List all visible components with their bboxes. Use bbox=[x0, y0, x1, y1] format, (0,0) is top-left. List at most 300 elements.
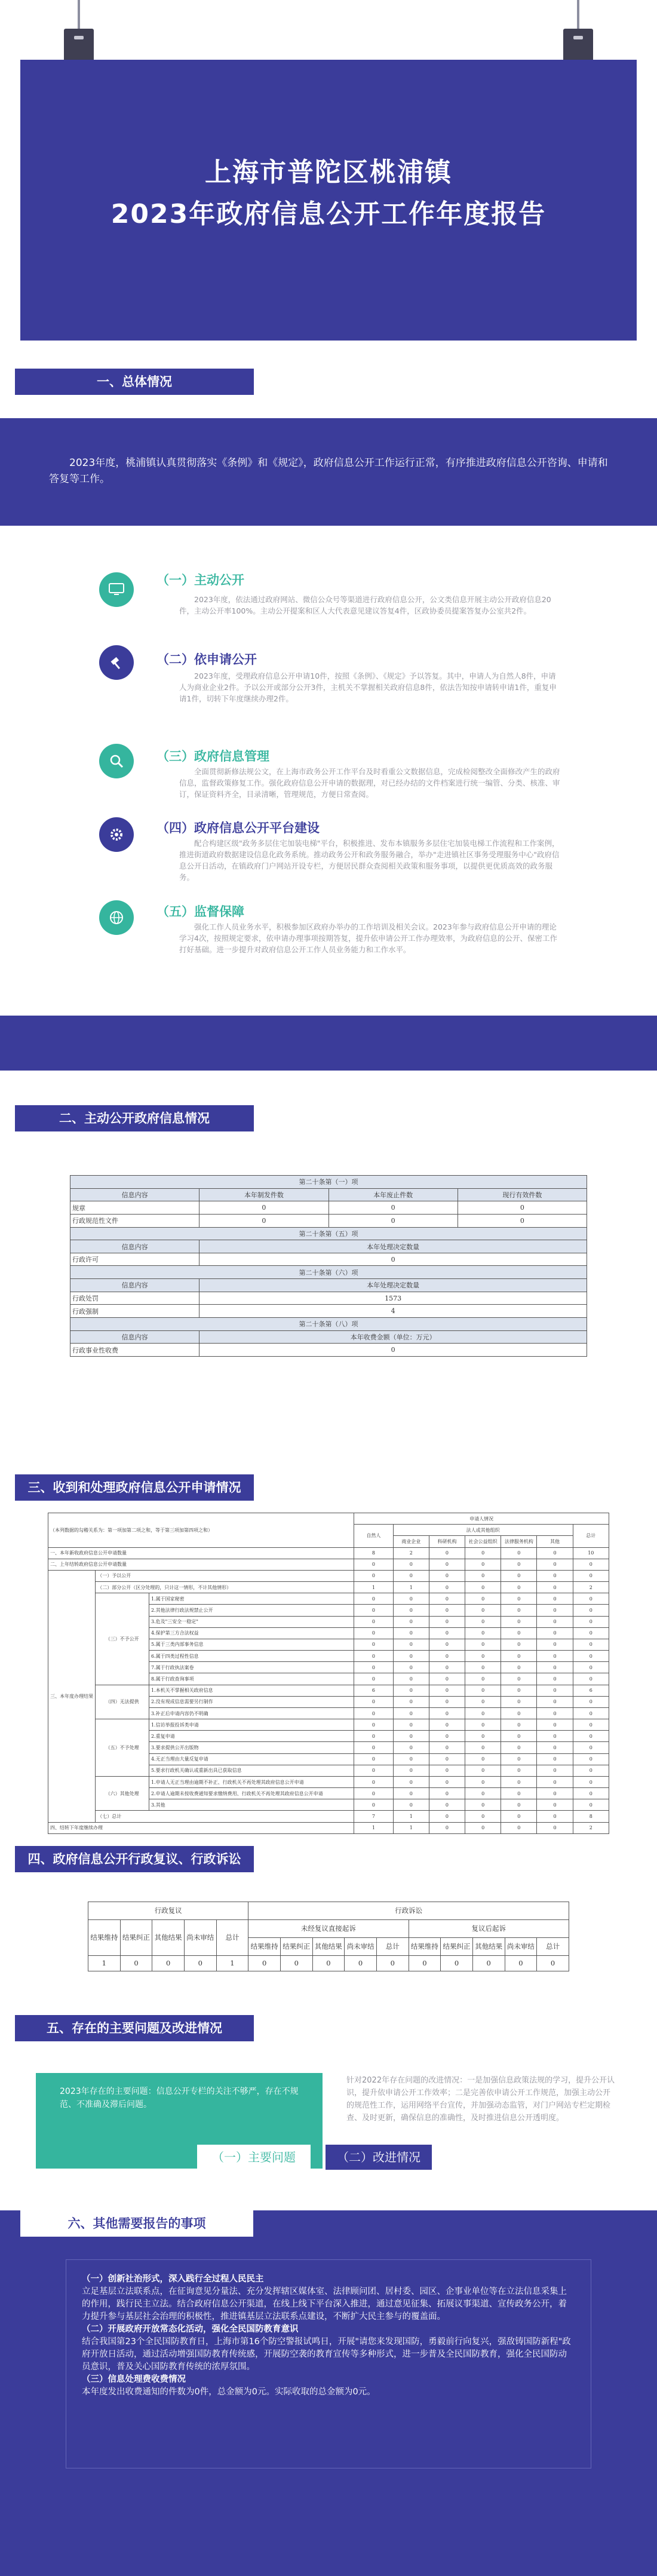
other-para: （三）信息处理费收费情况 bbox=[82, 2375, 186, 2384]
monitor-icon bbox=[99, 572, 134, 607]
table-row bbox=[48, 1593, 609, 1605]
cell: 规章 bbox=[70, 1201, 199, 1215]
t2-applicant-group: 申请人情况 bbox=[354, 1513, 609, 1525]
t3-col: 总计 bbox=[376, 1937, 409, 1955]
improve-text: 针对2022年存在问题的改进情况：一是加强信息政策法规的学习，提升公开认识，提升依申请公开工作效率；二是完善依申请公开工作规范，加强主动公开的规范性工作，运用网络平台宣传，并加强动态监管，对门户网站专栏定期检查、及时更新，确保信息的准确性，及时推进信息公开透明度。 bbox=[346, 2076, 615, 2123]
cell: 1 bbox=[393, 1811, 429, 1822]
cell: 0 bbox=[501, 1719, 537, 1731]
cell: 8 bbox=[573, 1811, 609, 1822]
cell: 4 bbox=[199, 1305, 587, 1318]
cell: 0 bbox=[573, 1593, 609, 1605]
hero-title-line1: 上海市普陀区桃浦镇 bbox=[205, 157, 452, 188]
row-group: （五）不予处理 bbox=[96, 1719, 149, 1777]
table-row bbox=[70, 1253, 587, 1266]
cell: 0 bbox=[393, 1685, 429, 1696]
cell: 0 bbox=[537, 1707, 573, 1719]
t3-col: 总计 bbox=[216, 1919, 248, 1955]
cell: 0 bbox=[354, 1776, 393, 1787]
section4-title: 四、政府信息公开行政复议、行政诉讼 bbox=[15, 1846, 254, 1872]
cell: 0 bbox=[429, 1685, 465, 1696]
problem-tag: （一）主要问题 bbox=[197, 2145, 311, 2170]
cell: 0 bbox=[409, 1955, 441, 1971]
cell: 0 bbox=[328, 1214, 458, 1227]
row-group: （六）其他处理 bbox=[96, 1776, 149, 1811]
cell: 0 bbox=[393, 1559, 429, 1570]
item3-title: （三）政府信息管理 bbox=[156, 749, 269, 763]
cell: 0 bbox=[429, 1616, 465, 1627]
cell: 1 bbox=[393, 1582, 429, 1593]
cell: 0 bbox=[429, 1707, 465, 1719]
t3-col: 结果纠正 bbox=[280, 1937, 312, 1955]
section1-bottom-band bbox=[0, 1016, 657, 1071]
cell: 0 bbox=[354, 1651, 393, 1662]
cell: 0 bbox=[537, 1811, 573, 1822]
row-label: （七）总计 bbox=[96, 1811, 354, 1822]
cell: 0 bbox=[429, 1605, 465, 1616]
cell: 0 bbox=[429, 1719, 465, 1731]
t3-col: 结果维持 bbox=[409, 1937, 441, 1955]
cell: 0 bbox=[501, 1570, 537, 1581]
cell: 0 bbox=[199, 1201, 328, 1215]
cell: 0 bbox=[465, 1639, 501, 1650]
cell: 0 bbox=[429, 1799, 465, 1811]
other-matters-box bbox=[66, 2259, 591, 2468]
row-label: 二、上年结转政府信息公开申请数量 bbox=[48, 1559, 354, 1570]
t1-group1-header: 第二十条第（一）项 bbox=[70, 1176, 587, 1189]
item2-body: 2023年度，受理政府信息公开申请10件，按照《条例》、《规定》予以答复。其中，申请人为自然人8件，申请人为商业企业2件。予以公开或部分公开3件，主机关不掌握相关政府信息8件，依法告知按申请转申请1件，重复申请1件，切转下年度继续办理2件。 bbox=[179, 671, 557, 703]
t3-col: 其他结果 bbox=[152, 1919, 185, 1955]
cell: 0 bbox=[501, 1788, 537, 1799]
row-label: 1.信访举报投诉类申请 bbox=[149, 1719, 354, 1731]
cell: 0 bbox=[354, 1616, 393, 1627]
cell: 0 bbox=[573, 1605, 609, 1616]
t1-col: 本年收费金额（单位：万元） bbox=[199, 1330, 587, 1344]
table-row bbox=[48, 1547, 609, 1559]
cell: 0 bbox=[429, 1673, 465, 1685]
row-label: 5.属于三类内部事务信息 bbox=[149, 1639, 354, 1650]
cell: 0 bbox=[573, 1616, 609, 1627]
t1-group4-header: 第二十条第（八）项 bbox=[70, 1318, 587, 1331]
t3-susong: 行政诉讼 bbox=[248, 1902, 569, 1920]
cell: 0 bbox=[537, 1639, 573, 1650]
cell: 0 bbox=[537, 1753, 573, 1765]
cell: 0 bbox=[354, 1788, 393, 1799]
cell: 2 bbox=[573, 1582, 609, 1593]
cell: 0 bbox=[573, 1731, 609, 1742]
table-row bbox=[48, 1811, 609, 1822]
cell: 0 bbox=[537, 1651, 573, 1662]
cell: 0 bbox=[354, 1753, 393, 1765]
cell: 0 bbox=[501, 1627, 537, 1639]
cell: 0 bbox=[429, 1570, 465, 1581]
cell: 0 bbox=[501, 1822, 537, 1833]
cell: 0 bbox=[465, 1685, 501, 1696]
cell: 0 bbox=[537, 1662, 573, 1673]
problem-text: 2023年存在的主要问题：信息公开专栏的关注不够严，存在不规范、不准确及滞后问题。 bbox=[60, 2087, 299, 2109]
table-row bbox=[48, 1570, 609, 1581]
cell: 0 bbox=[393, 1753, 429, 1765]
table-row bbox=[70, 1344, 587, 1357]
cell: 0 bbox=[458, 1214, 587, 1227]
cell: 0 bbox=[465, 1696, 501, 1707]
t1-col: 现行有效件数 bbox=[458, 1188, 587, 1201]
cell: 0 bbox=[573, 1776, 609, 1787]
cell: 8 bbox=[354, 1547, 393, 1559]
cell: 0 bbox=[501, 1753, 537, 1765]
cell: 0 bbox=[537, 1685, 573, 1696]
cell: 0 bbox=[393, 1776, 429, 1787]
hammer-icon bbox=[99, 645, 134, 680]
cell: 0 bbox=[199, 1214, 328, 1227]
cell: 0 bbox=[429, 1731, 465, 1742]
cell: 0 bbox=[429, 1822, 465, 1833]
cell: 0 bbox=[429, 1627, 465, 1639]
cell: 0 bbox=[537, 1559, 573, 1570]
cell: 0 bbox=[429, 1742, 465, 1753]
cell: 0 bbox=[573, 1788, 609, 1799]
cell: 0 bbox=[393, 1605, 429, 1616]
improve-tag: （二）改进情况 bbox=[326, 2145, 432, 2170]
cell: 0 bbox=[354, 1799, 393, 1811]
cell: 0 bbox=[465, 1776, 501, 1787]
t1-col: 信息内容 bbox=[70, 1330, 199, 1344]
other-para: 结合我国第23个全民国防教育日，上海市第16个防空警报试鸣日，开展"请您来发现国防，勇毅前行向复兴，强敌铸国防新程"政府开放日活动，通过活动增强国防教育传统感，开展防空袭的教育宣传等多种形式，进一步普及全民国防教育，强化全民国防动员意识，普及关心国防教育传统的浓厚氛围。 bbox=[82, 2337, 571, 2372]
section5-title: 五、存在的主要问题及改进情况 bbox=[15, 2015, 254, 2041]
item4-title: （四）政府信息公开平台建设 bbox=[156, 821, 320, 835]
t3-col: 结果维持 bbox=[248, 1937, 281, 1955]
item1-body: 2023年度，依法通过政府网站、微信公众号等渠道进行政府信息公开，公文类信息开展主动公开政府信息20件，主动公开率100%。主动公开提案和区人大代表意见建议答复4件，区政协委员提案答复办公室共2件。 bbox=[179, 595, 551, 615]
cell: 0 bbox=[429, 1559, 465, 1570]
cell: 0 bbox=[501, 1685, 537, 1696]
cell: 0 bbox=[537, 1593, 573, 1605]
other-para: 立足基层立法联系点，在征询意见分量法、充分发挥辖区媒体室、法律顾问团、居村委、园区、企事业单位等在立法信息采集上的作用，践行民主立法。结合政府信息公开渠道，在线上线下平台深入推进，通过意见征集、拓展议事渠道、宣传政务公开，着力提升参与基层社会治理的积极性，推进镇基层立法联系点建设，不断扩大民主参与的覆盖面。 bbox=[82, 2287, 567, 2322]
item4-body: 配合构建区级"政务多层住宅加装电梯"平台，积极推进、发布本镇服务多层住宅加装电梯工作流程和工作案例，推进街道政府数据建设信息化政务系统。推动政务公开和政务服务融合，举办"走进镇社区事务受理服务中心"政府信息公开日活动，在镇政府门户网站开设专栏，方便居民群众查阅相关政策和服务事项，以提供更优质高效的政务服务。 bbox=[179, 839, 560, 882]
t2-sub-col: 法律服务机构 bbox=[501, 1536, 537, 1547]
cell: 0 bbox=[505, 1955, 537, 1971]
cell: 0 bbox=[393, 1742, 429, 1753]
globe-icon bbox=[99, 900, 134, 935]
cell: 0 bbox=[501, 1616, 537, 1627]
cell: 0 bbox=[573, 1742, 609, 1753]
cell: 0 bbox=[465, 1822, 501, 1833]
t3-weijing: 未经复议直接起诉 bbox=[248, 1919, 409, 1937]
row-label: （二）部分公开（区分处理的，只计这一情形，不计其他情形） bbox=[96, 1582, 354, 1593]
cell: 0 bbox=[537, 1627, 573, 1639]
row-label: 2.没有现成信息需要另行制作 bbox=[149, 1696, 354, 1707]
table-row bbox=[88, 1955, 569, 1971]
row-label: 8.属于行政查询事项 bbox=[149, 1673, 354, 1685]
cell: 0 bbox=[393, 1639, 429, 1650]
row-label: 3.补正后申请内容仍不明确 bbox=[149, 1707, 354, 1719]
cell: 0 bbox=[393, 1765, 429, 1776]
cell: 0 bbox=[573, 1662, 609, 1673]
row-group: （四）无法提供 bbox=[96, 1685, 149, 1719]
t3-col: 尚未审结 bbox=[345, 1937, 377, 1955]
t2-sub-col: 商业企业 bbox=[393, 1536, 429, 1547]
cell: 1573 bbox=[199, 1292, 587, 1305]
cell: 0 bbox=[537, 1696, 573, 1707]
cell: 行政强制 bbox=[70, 1305, 199, 1318]
cell: 0 bbox=[537, 1731, 573, 1742]
cell: 0 bbox=[537, 1582, 573, 1593]
cell: 1 bbox=[88, 1955, 121, 1971]
cell: 0 bbox=[465, 1719, 501, 1731]
t2-corner: （本列数据的勾稽关系为：第一项加第二项之和，等于第三项加第四项之和） bbox=[48, 1513, 354, 1548]
t3-col: 尚未审结 bbox=[184, 1919, 216, 1955]
row-label: 4.无正当理由大量反复申请 bbox=[149, 1753, 354, 1765]
section6-title: 六、其他需要报告的事项 bbox=[20, 2210, 253, 2237]
cell: 0 bbox=[465, 1616, 501, 1627]
row-label: 2.其他法律行政法规禁止公开 bbox=[149, 1605, 354, 1616]
cell: 0 bbox=[465, 1547, 501, 1559]
cell: 0 bbox=[501, 1707, 537, 1719]
cell: 0 bbox=[501, 1799, 537, 1811]
table-row bbox=[70, 1292, 587, 1305]
cell: 0 bbox=[501, 1765, 537, 1776]
cell: 0 bbox=[465, 1559, 501, 1570]
cell: 0 bbox=[537, 1776, 573, 1787]
cell: 行政规范性文件 bbox=[70, 1214, 199, 1227]
cell: 0 bbox=[573, 1570, 609, 1581]
cell: 0 bbox=[465, 1788, 501, 1799]
cell: 0 bbox=[354, 1662, 393, 1673]
row-label: 5.要求行政机关确认或重新出具已获取信息 bbox=[149, 1765, 354, 1776]
item1-title: （一）主动公开 bbox=[156, 573, 244, 587]
cell: 0 bbox=[248, 1955, 281, 1971]
row-label: 4.保护第三方合法权益 bbox=[149, 1627, 354, 1639]
row-label: 2.申请人逾期未按收费通知要求缴纳费用、行政机关不再处理其政府信息公开申请 bbox=[149, 1788, 354, 1799]
cell: 0 bbox=[393, 1593, 429, 1605]
section1-title: 一、总体情况 bbox=[15, 369, 254, 395]
cell: 0 bbox=[465, 1662, 501, 1673]
cell: 0 bbox=[501, 1811, 537, 1822]
cell: 0 bbox=[354, 1696, 393, 1707]
cell: 0 bbox=[573, 1559, 609, 1570]
cell: 0 bbox=[573, 1719, 609, 1731]
cell: 0 bbox=[501, 1593, 537, 1605]
cell: 0 bbox=[573, 1639, 609, 1650]
cell: 0 bbox=[573, 1673, 609, 1685]
cell: 0 bbox=[501, 1673, 537, 1685]
cell: 0 bbox=[354, 1639, 393, 1650]
cell: 10 bbox=[573, 1547, 609, 1559]
cell: 0 bbox=[537, 1742, 573, 1753]
cell: 0 bbox=[465, 1582, 501, 1593]
hero-banner bbox=[20, 60, 637, 341]
cell: 0 bbox=[537, 1605, 573, 1616]
row-group: （三）不予公开 bbox=[96, 1593, 149, 1685]
cell: 0 bbox=[501, 1776, 537, 1787]
cell: 0 bbox=[441, 1955, 473, 1971]
applications-table bbox=[48, 1513, 609, 1834]
row-label: 1.本机关不掌握相关政府信息 bbox=[149, 1685, 354, 1696]
t1-col: 本年废止件数 bbox=[328, 1188, 458, 1201]
poster-hanger-right bbox=[563, 0, 593, 65]
cell: 0 bbox=[328, 1201, 458, 1215]
cell: 0 bbox=[429, 1753, 465, 1765]
cell: 0 bbox=[573, 1765, 609, 1776]
cell: 0 bbox=[393, 1719, 429, 1731]
cell: 6 bbox=[354, 1685, 393, 1696]
t2-legal-group: 法人或其他组织 bbox=[393, 1525, 573, 1536]
cell: 0 bbox=[537, 1765, 573, 1776]
cell: 0 bbox=[199, 1253, 587, 1266]
item5-body: 强化工作人员业务水平，积极参加区政府办举办的工作培训及相关会议。2023年参与政府信息公开申请的理论学习4次，按照规定要求，依申请办理事项按期答复，提升依申请公开工作办理效率，为政府信息的公开、保密工作打好基础。进一步提升对政府信息公开工作人员业务能力和工作水平。 bbox=[179, 922, 557, 954]
table-row bbox=[70, 1214, 587, 1227]
cell: 0 bbox=[537, 1616, 573, 1627]
cell: 0 bbox=[501, 1547, 537, 1559]
cell: 0 bbox=[354, 1559, 393, 1570]
cell: 0 bbox=[429, 1788, 465, 1799]
cell: 0 bbox=[345, 1955, 377, 1971]
t3-col: 其他结果 bbox=[312, 1937, 345, 1955]
cell: 0 bbox=[465, 1651, 501, 1662]
review-litigation-table bbox=[88, 1902, 569, 1971]
cell: 0 bbox=[501, 1742, 537, 1753]
cell: 7 bbox=[354, 1811, 393, 1822]
item3-body: 全面贯彻新修法规公文，在上海市政务公开工作平台及时看重公文数据信息，完成检阅整改全面修改产生的政府信息，监督政策修复工作。强化政府信息公开申请的数据理，对已经办结的文件档案进行统一编管、分类、核准、审订，保证资料齐全，目录清晰，管理规范，方便日常查阅。 bbox=[179, 767, 560, 799]
cell: 0 bbox=[465, 1570, 501, 1581]
row-label: （一）予以公开 bbox=[96, 1570, 354, 1581]
cell: 0 bbox=[429, 1811, 465, 1822]
cell: 0 bbox=[537, 1799, 573, 1811]
cell: 0 bbox=[393, 1616, 429, 1627]
cell: 0 bbox=[537, 1955, 569, 1971]
search-icon bbox=[99, 744, 134, 778]
cell: 0 bbox=[573, 1799, 609, 1811]
t1-group2-header: 第二十条第（五）项 bbox=[70, 1227, 587, 1240]
cell: 0 bbox=[465, 1673, 501, 1685]
cell: 0 bbox=[312, 1955, 345, 1971]
t1-col: 本年制发件数 bbox=[199, 1188, 328, 1201]
cell: 0 bbox=[501, 1559, 537, 1570]
cell: 0 bbox=[501, 1639, 537, 1650]
cell: 0 bbox=[537, 1719, 573, 1731]
t3-col: 总计 bbox=[537, 1937, 569, 1955]
cell: 0 bbox=[393, 1788, 429, 1799]
t3-col: 结果纠正 bbox=[120, 1919, 152, 1955]
item5-title: （五）监督保障 bbox=[156, 904, 244, 919]
cell: 0 bbox=[393, 1570, 429, 1581]
cell: 0 bbox=[354, 1627, 393, 1639]
cell: 0 bbox=[537, 1547, 573, 1559]
cell: 0 bbox=[537, 1788, 573, 1799]
t2-natural-person: 自然人 bbox=[354, 1525, 393, 1547]
table-row bbox=[48, 1559, 609, 1570]
cell: 1 bbox=[354, 1582, 393, 1593]
cell: 6 bbox=[573, 1685, 609, 1696]
cell: 1 bbox=[216, 1955, 248, 1971]
cell: 2 bbox=[573, 1822, 609, 1833]
cell: 0 bbox=[393, 1627, 429, 1639]
cell: 0 bbox=[354, 1765, 393, 1776]
t3-col: 结果纠正 bbox=[441, 1937, 473, 1955]
row-label: 一、本年新收政府信息公开申请数量 bbox=[48, 1547, 354, 1559]
cell: 0 bbox=[458, 1201, 587, 1215]
cell: 0 bbox=[376, 1955, 409, 1971]
cell: 0 bbox=[354, 1707, 393, 1719]
cell: 0 bbox=[354, 1673, 393, 1685]
other-para: 本年度发出收费通知的件数为0件，总金额为0元。实际收取的总金额为0元。 bbox=[82, 2387, 376, 2397]
cell: 2 bbox=[393, 1547, 429, 1559]
cell: 1 bbox=[393, 1822, 429, 1833]
cell: 0 bbox=[429, 1765, 465, 1776]
cell: 0 bbox=[429, 1547, 465, 1559]
cell: 0 bbox=[393, 1651, 429, 1662]
cell: 0 bbox=[465, 1605, 501, 1616]
cell: 0 bbox=[199, 1344, 587, 1357]
cell: 1 bbox=[354, 1822, 393, 1833]
cell: 0 bbox=[501, 1582, 537, 1593]
cell: 行政事业性收费 bbox=[70, 1344, 199, 1357]
gear-icon bbox=[99, 817, 134, 852]
cell: 0 bbox=[354, 1731, 393, 1742]
cell: 0 bbox=[573, 1753, 609, 1765]
row-label: 1.属于国家秘密 bbox=[149, 1593, 354, 1605]
t3-fuyihou: 复议后起诉 bbox=[409, 1919, 569, 1937]
t2-total: 总计 bbox=[573, 1525, 609, 1547]
row-label: 3.其他 bbox=[149, 1799, 354, 1811]
cell: 0 bbox=[429, 1639, 465, 1650]
t1-col: 信息内容 bbox=[70, 1240, 199, 1253]
cell: 0 bbox=[465, 1753, 501, 1765]
cell: 0 bbox=[354, 1719, 393, 1731]
table-row bbox=[48, 1776, 609, 1787]
cell: 0 bbox=[465, 1707, 501, 1719]
other-para: （一）创新社治形式，深入践行全过程人民民主 bbox=[82, 2274, 264, 2284]
cell: 0 bbox=[280, 1955, 312, 1971]
row-group: 三、本年度办理结果 bbox=[48, 1570, 96, 1822]
cell: 0 bbox=[465, 1731, 501, 1742]
cell: 0 bbox=[537, 1673, 573, 1685]
cell: 行政许可 bbox=[70, 1253, 199, 1266]
row-label: 四、结转下年度继续办理 bbox=[48, 1822, 354, 1833]
cell: 0 bbox=[429, 1696, 465, 1707]
cell: 0 bbox=[393, 1696, 429, 1707]
cell: 0 bbox=[393, 1707, 429, 1719]
table-row bbox=[70, 1201, 587, 1215]
cell: 0 bbox=[501, 1651, 537, 1662]
t1-col: 本年处理决定数量 bbox=[199, 1240, 587, 1253]
cell: 0 bbox=[429, 1662, 465, 1673]
cell: 0 bbox=[354, 1593, 393, 1605]
cell: 0 bbox=[429, 1776, 465, 1787]
cell: 0 bbox=[465, 1627, 501, 1639]
poster-hanger-left bbox=[64, 0, 94, 65]
row-label: 3.要求提供公开出版物 bbox=[149, 1742, 354, 1753]
cell: 0 bbox=[393, 1673, 429, 1685]
cell: 0 bbox=[537, 1570, 573, 1581]
table-row bbox=[48, 1685, 609, 1696]
t2-sub-col: 其他 bbox=[537, 1536, 573, 1547]
t3-fuyi: 行政复议 bbox=[88, 1902, 248, 1920]
row-label: 1.申请人无正当理由逾期不补正、行政机关不再处理其政府信息公开申请 bbox=[149, 1776, 354, 1787]
row-label: 2.重复申请 bbox=[149, 1731, 354, 1742]
row-label: 6.属于四类过程性信息 bbox=[149, 1651, 354, 1662]
t3-col: 结果维持 bbox=[88, 1919, 121, 1955]
cell: 0 bbox=[465, 1765, 501, 1776]
other-para: （二）开展政府开放常态化活动，强化全民国防教育意识 bbox=[82, 2324, 299, 2334]
cell: 0 bbox=[152, 1955, 185, 1971]
t1-col: 信息内容 bbox=[70, 1188, 199, 1201]
cell: 0 bbox=[393, 1799, 429, 1811]
cell: 0 bbox=[120, 1955, 152, 1971]
cell: 0 bbox=[465, 1811, 501, 1822]
cell: 0 bbox=[354, 1605, 393, 1616]
cell: 行政处罚 bbox=[70, 1292, 199, 1305]
cell: 0 bbox=[472, 1955, 505, 1971]
table-row bbox=[70, 1305, 587, 1318]
